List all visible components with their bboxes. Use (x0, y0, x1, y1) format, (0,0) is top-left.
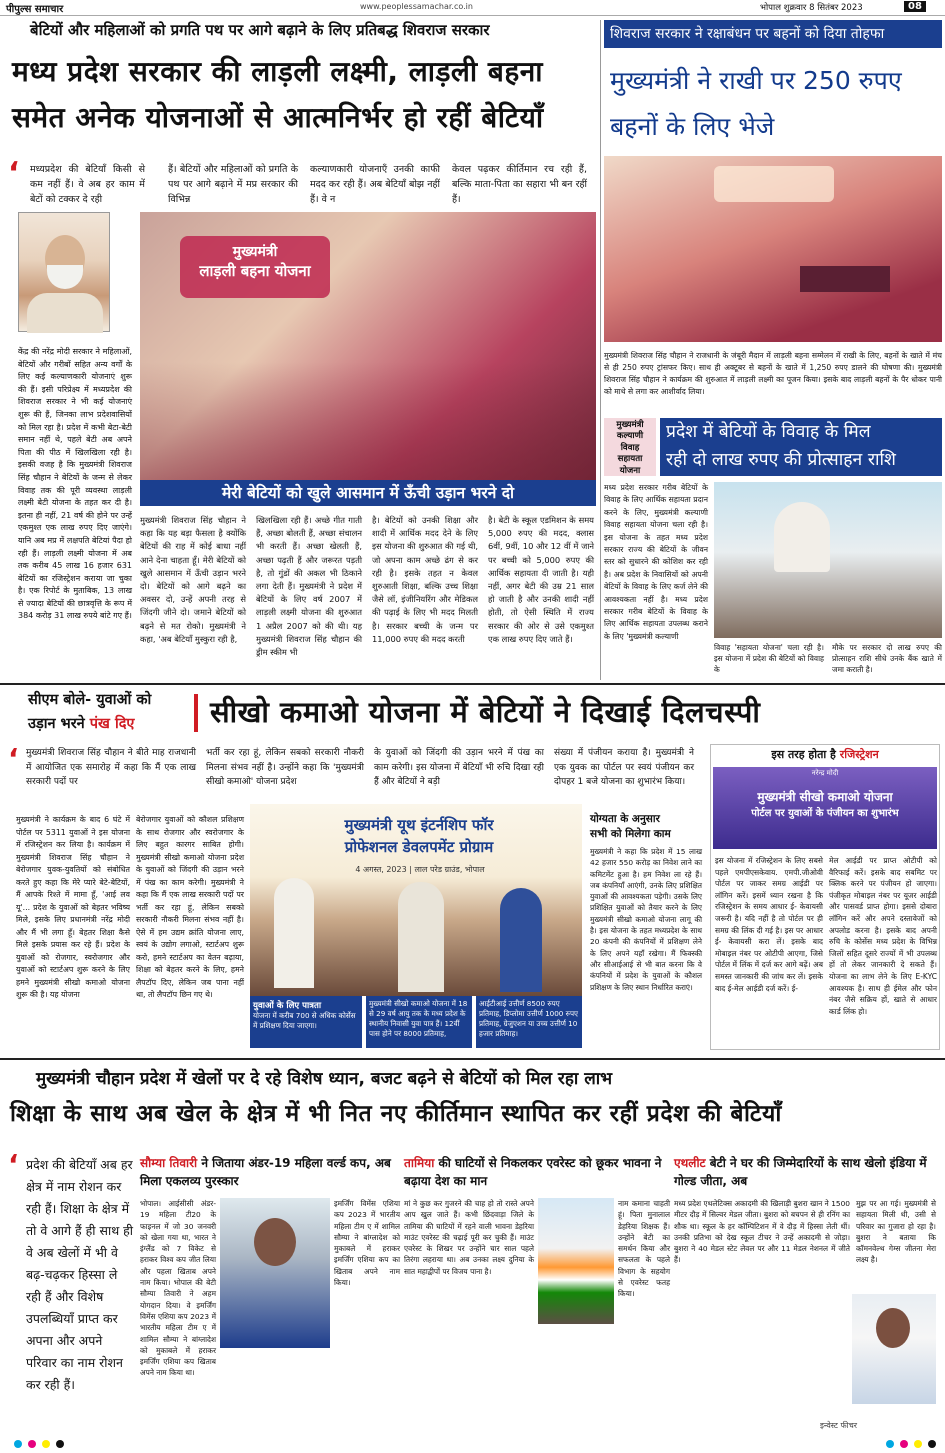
modi-portrait (18, 212, 110, 332)
story5-a-head (140, 1154, 400, 1190)
story4-body-col1: मुख्यमंत्री ने कार्यक्रम के बाद 6 घंटे में पोर्टल पर 5311 युवाओं ने इस योजना में रजिस्ट्रेशन कर लिया है। कार्यक्रम में मुख्यमंत्री शिवराज सिंह चौहान ने बेरोजगार युवक-युवतियों को संबोधित करते हुए कहा कि मेरे प्यारे बेटे-बेटियों, मैं आपके रिश्ते में मामा हूँ, 'आई लव यू'... प्रदेश के युवाओं को बेहतर भविष्य मिले, इसके लिए प्रधानमंत्री नरेंद्र मोदी और मैं भी लगा हूँ। बेहतर शिक्षा कैसे मिले इसके प्रयास कर रहे हैं। प्रदेश के युवाओं को रोजगार, स्वरोजगार और युवाओं को स्टार्टअप शुरू करने के लिए हमने मुख्यमंत्री सीखो कमाओ योजना शुरू की है। यह योजना (16, 815, 130, 999)
print-registration-mark (14, 1440, 22, 1448)
story1-headline-line1: मध्य प्रदेश सरकार की लाड़ली लक्ष्मी, लाड़ली बहना (12, 55, 544, 88)
story2-kicker: शिवराज सरकार ने रक्षाबंधन पर बहनों को दिया तोहफा (604, 20, 942, 48)
registration-col1: इस योजना में रजिस्ट्रेशन के लिए सबसे पहले एमपीएसकेवाय. एमपी.जीओवी पोर्टल पर जाकर समग्र आईडी पर लॉगिन करें। इसमें ध्यान रखना है कि रजिस्ट्रेशन के समय आधार ई- केवायसी जरूरी है। यदि नहीं है तो पोर्टल पर ही समग्र की लिंक दी गई है। इस पर आधार ई- केवायसी करा लें। इसके बाद मोबाइल नंबर पर ओटीपी आएगा, जिसे पोर्टल में लिंक में दर्ज कर आगे बढ़ें। अब समस्त जानकारी की जांच कर लें। इसके बाद ई-मेल आईडी दर्ज करें। ई- (715, 856, 823, 993)
story4-kicker-line2a: उड़ान भरने (28, 716, 85, 732)
story3-caption2: मौके पर सरकार दो लाख रुपए की प्रोत्साहन राशि सीधे उनके बैंक खाते में जमा कराती है। (832, 643, 942, 674)
registration-col2: मेल आईडी पर प्राप्त ओटीपी को वैरिफाई करें। इसके बाद सबमिट पर क्लिक करने पर पंजीयन हो जाएगा। पंजीकृत मोबाइल नंबर पर यूजर आईडी और पासवर्ड प्राप्त होगा। इससे दोबारा लॉगिन करें और अपने दस्तावेजों को अपलोड करना है। इसके बाद अपनी रुचि के कोर्सेस मध्य प्रदेश के विभिन्न जिलों सहित दूसरे राज्यों में भी उपलब्ध हों तो लेकर जानकारी दे सकते हैं। योजना का लाभ लेने के लिए E-KYC आवश्यक है। साथ ही ईमेल और फोन नंबर जैसे सक्रिय हों, खाते से आधार कार्ड लिंक हो। (829, 856, 937, 1016)
website-url[interactable]: www.peoplessamachar.co.in (360, 2, 473, 11)
internship-event-photo (250, 804, 582, 996)
poster-small-text: नरेन्द्र मोदी (811, 769, 839, 777)
print-registration-mark (56, 1440, 64, 1448)
photo-backdrop-date: 4 अगस्त, 2023 | लाल परेड ग्राउंड, भोपाल (355, 865, 485, 874)
column-divider (600, 20, 601, 680)
print-registration-mark (914, 1440, 922, 1448)
print-registration-mark (42, 1440, 50, 1448)
masthead (0, 0, 945, 16)
story-ladli-laxmi (6, 18, 598, 683)
eligibility-text: योजना में करीब 700 से अधिक कोर्सेस में प्रशिक्षण दिया जाएगा। (253, 1011, 356, 1030)
section-divider (0, 1058, 945, 1060)
story1-body-col4: है। बेटी के स्कूल एडमिशन के समय 5,000 रुपए की मदद, क्लास 6वीं, 9वीं, 10 और 12 वीं में जाने पर बच्ची को 5,000 रुपए की आर्थिक सहायता दी जाती है। यही नहीं, अगर बेटी की उम्र 21 साल हो जाती है और उनकी शादी नहीं होती, तो ऐसी स्थिति में राज्य सरकार की ओर से उसे एकमुश्त एक लाख रुपए दिए जाते हैं। (488, 515, 594, 644)
registration-heading-a: इस तरह होता है (771, 748, 836, 761)
story5-c-head (674, 1154, 936, 1190)
scheme-sign (180, 236, 330, 298)
story-rakhi-gift (604, 20, 942, 412)
scheme-label-line4: सहायता (617, 454, 643, 465)
story5-b-side: नाम कमाना चाहती हूं। पिता मुनालाल डेहरिया शिक्षक हैं। उन्होंने बेटी का समर्थन किया और सफलता के पहले विभाग के सहयोग से एवरेस्ट फतह किया। (618, 1199, 670, 1299)
story4-lead-col3: के युवाओं को जिंदगी की उड़ान भरने में पंख का काम करेगी। इस योजना में बेटियाँ भी रुचि दिखा रही हैं और बेटियों ने बड़ी (374, 748, 544, 787)
dateline: भोपाल शुक्रवार 8 सितंबर 2023 (760, 3, 863, 13)
story4-side-head-line1: योग्यता के अनुसार (590, 813, 660, 825)
portal-launch-poster (713, 767, 937, 849)
print-registration-mark (886, 1440, 894, 1448)
quote-mark-2: ‘ (8, 742, 19, 775)
story4-kicker (6, 688, 192, 738)
story1-headline-line2: समेत अनेक योजनाओं से आत्मनिर्भर हो रहीं बेटियाँ (12, 101, 544, 134)
story4-side-body: मुख्यमंत्री ने कहा कि प्रदेश में 15 लाख 42 हजार 550 करोड़ का निवेश लाने का कमिटमेंट हुआ है। हम निवेश ला रहे हैं। जब कंपनियाँ आएंगी, उनके लिए प्रशिक्षित युवाओं की आवश्यकता पड़ेगी। उसके लिए प्रशिक्षित युवाओं को तैयार करने के लिए मुख्यमंत्री सीखो कमाओ योजना लागू की है। इस योजना के तहत मध्यप्रदेश के साथ 20 कंपनी की कंपनियों में प्रशिक्षण लेने के लिए अपने यहाँ रखेगा। मैं फिक्स्की और सीआईआई से भी बात करना कि वे कंपनियों में प्रदेश के युवाओं के कौशल प्रशिक्षण के लिए स्थान निर्धारित कराएं। (590, 847, 702, 992)
poster-line2: पोर्टल पर युवाओं के पंजीयन का शुभारंभ (751, 808, 899, 819)
ladli-behna-event-photo (140, 212, 596, 480)
story3-headline-line1: प्रदेश में बेटियों के विवाह के मिल (666, 422, 871, 442)
scheme-label-line3: विवाह (620, 442, 640, 453)
story4-side-head-line2: सभी को मिलेगा काम (590, 828, 671, 840)
eligibility-title: युवाओं के लिए पात्रता (253, 1001, 322, 1011)
photo-person (500, 888, 542, 992)
section-divider (0, 683, 945, 685)
newspaper-logo: पीपुल्स समाचार (6, 4, 64, 15)
photo-head (876, 1308, 910, 1348)
story5-c-body: मध्य प्रदेश एथलेटिक्स अकादमी की खिलाड़ी बुशरा खान ने 1500 मीटर दौड़ में सिल्वर मेडल जीता। बुशरा को बचपन से ही रनिंग का शौक था। स्कूल के हर कॉम्पिटिशन में वे दौड़ में हिस्सा लेती थीं। उनकी प्रतिभा को देख स्कूल टीचर ने उन्हें अकादमी से जोड़ा। बुशरा ने 40 मेडल स्टेट लेवल पर और 11 मेडल नेशनल में जीते हैं। (674, 1199, 850, 1265)
eligibility-age: मुख्यमंत्री सीखो कमाओ योजना में 18 से 29 वर्ष आयु तक के मध्य प्रदेश के स्थानीय निवासी युवा पात्र हैं। 12वीं पास होने पर 8000 प्रतिमाह, (366, 996, 472, 1048)
photo-head (254, 1218, 296, 1266)
print-registration-mark (900, 1440, 908, 1448)
photo-caption-banner: मेरी बेटियों को खुले आसमान में ऊँची उड़ान भरने दो (140, 480, 596, 506)
story5-a-body: भोपाल। आईसीसी अंडर- 19 महिला टी20 के फाइनल में जो 30 जनवरी को खेला गया था, भारत ने इंग्लैंड को 7 विकेट से हराकर विश्व कप जीत लिया और पहला खिताब अपने नाम किया। भोपाल की बेटी सौम्या तिवारी ने अहम योगदान दिया। वे इमर्जिंग विमेंस एशिया कप 2023 में भारतीय महिला टीम ए में शामिल सौम्या ने बांग्लादेश को मुकाबले में हराकर इमर्जिंग एशिया कप खिताब अपने नाम किया था। (140, 1199, 216, 1378)
portrait-shoulders (27, 293, 103, 333)
photo-backdrop-line2: प्रोफेशनल डेवलपमेंट प्रोग्राम (344, 838, 494, 856)
story5-b-body: मां ने कुछ कर गुजरने की चाह हो तो रास्ते अपने आप खुल जाते हैं। कभी छिंदवाड़ा जिले के तामिया की घाटियों में रहने वाली भावना डेहरिया माउंट एवरेस्ट की चढ़ाई पूरी कर चुकी हैं। माउंट एवरेस्ट के शिखर पर उन्होंने चार साल पहले तिरंगा लहराया था। अब उनका लक्ष्य दुनिया के सात महाद्वीपों पर विजय पाना है। (404, 1199, 534, 1276)
story5-headline: शिक्षा के साथ अब खेल के क्षेत्र में भी नित नए कीर्तिमान स्थापित कर रहीं प्रदेश की बेटियाँ (10, 1101, 782, 1127)
scheme-sign-line2: लाड़ली बहना योजना (199, 262, 311, 280)
story5-kicker: मुख्यमंत्री चौहान प्रदेश में खेलों पर दे रहे विशेष ध्यान, बजट बढ़ने से बेटियों को मिल रहा लाभ (36, 1069, 613, 1089)
story5-a-head-rest: ने जिताया अंडर-19 महिला वर्ल्ड कप, अब मिला एकलव्य पुरस्कार (140, 1156, 391, 1188)
photo-person (398, 882, 444, 992)
story1-kicker: बेटियों और महिलाओं को प्रगति पथ पर आगे बढ़ाने के लिए प्रतिबद्ध शिवराज सरकार (30, 21, 490, 39)
story4-lead-col1: मुख्यमंत्री शिवराज सिंह चौहान ने बीते माह राजधानी में आयोजित एक समारोह में कहा कि मैं एक लाख सरकारी पदों पर (26, 748, 196, 787)
story-sports-daughters (6, 1062, 940, 1436)
photo-backdrop-title (274, 814, 564, 858)
story5-c-side: मुझ पर आ गई। मुख्यमंत्री से सहायता मिली थी, उसी से परिवार का गुजारा हो रहा है। बुशरा ने बताया कि कॉमनवेल्थ गेम्स जीतना मेरा लक्ष्य है। (856, 1199, 936, 1265)
story4-kicker-line1: सीएम बोले- युवाओं को (28, 692, 152, 708)
scheme-label-line2: कल्याणी (616, 431, 644, 442)
page-number: 08 (904, 1, 926, 12)
story4-kicker-line2b: पंख दिए (89, 716, 135, 732)
story1-body-col2: खिलखिला रही हैं। अच्छे गीत गाती हैं, अच्छा बोलती हैं, अच्छा संचालन भी करती हैं। अच्छा खेलती हैं, अच्छा पढ़ती हैं और जरूरत पड़ती है, तो गुंडों की अकल भी ठिकाने लगा देती हैं। मुख्यमंत्री ने प्रदेश में बेटियों के लिए वर्ष 2007 में लाड़ली लक्ष्मी योजना की शुरुआत 1 अप्रैल 2007 को की थी। यह मुख्यमंत्री शिवराज सिंह चौहान की ड्रीम स्कीम भी (256, 515, 362, 658)
scheme-sign-line1: मुख्यमंत्री (232, 244, 278, 260)
story3-body: मध्य प्रदेश सरकार गरीब बेटियों के विवाह के लिए आर्थिक सहायता प्रदान करने के लिए, मुख्यमंत्री कल्याणी विवाह सहायता योजना चला रही है। इस योजना के तहत मध्य प्रदेश सरकार राज्य की बेटियों के जीवन स्तर को सुधारने की कोशिश कर रही है। अब प्रदेश के निवासियों को अपनी बेटियों के विवाह के लिए कर्ज लेने की आवश्यकता नहीं है। मध्य प्रदेश सरकार गरीब बेटियों के विवाह के लिए आर्थिक सहायता उपलब्ध कराने के लिए 'मुख्यमंत्री कल्याणी (604, 483, 708, 641)
quote-mark-3: ‘ (8, 1148, 19, 1181)
eligibility-box (250, 996, 362, 1048)
story1-lead-col3: कल्याणकारी योजनाएँ उनकी काफी मदद कर रही हैं। अब बेटियाँ बोझ नहीं हैं। वे न (310, 164, 440, 205)
story-seekho-kamao (6, 688, 940, 1052)
story4-body-col2: बेरोजगार युवाओं को कौशल प्रशिक्षण के साथ रोजगार और स्वरोजगार के लिए बहुत कारगर साबित होगी। मुख्यमंत्री सीखो कमाओ योजना प्रदेश के युवाओं को जिंदगी की उड़ान भरने में पंख का काम करेगी। मुख्यमंत्री ने कहा कि मैं एक लाख सरकारी पदों पर भर्ती कर रहा हूं, लेकिन सबको सरकारी नौकरी मिलना संभव नहीं है। ऐसे में हम उद्यम क्रांति योजना लाए, स्वयं के उद्योग लगाओ, स्टार्टअप शुरू करो, हमने स्टार्टअप का वेतन बढ़ाया, शिक्षा को बेहतर करने के लिए, हमने लैपटॉप दिए, लेकिन जब पाना नहीं था, तो लैपटॉप छिन गए थे। (136, 815, 244, 999)
story1-lead-col4: केवल पढ़कर कीर्तिमान रच रही हैं, बल्कि माता-पिता का सहारा भी बन रहीं हैं। (452, 164, 587, 205)
story4-headline: सीखो कमाओ योजना में बेटियों ने दिखाई दिलचस्पी (210, 695, 761, 729)
feature-credit: इन्वेस्ट फीचर (820, 1421, 858, 1430)
photo-figure (774, 502, 830, 572)
story1-side-col: केंद्र की नरेंद्र मोदी सरकार ने महिलाओं, बेटियों और गरीबों सहित अन्य वर्गों के लिए कई कल्याणकारी योजनाएं शुरू की हैं। इसी परिप्रेक्ष्य में मध्यप्रदेश की शिवराज सरकार ने भी कई योजनाएं शुरू की हैं, जिनका लाभ प्रदेशवासियों को मिल रहा है। प्रदेश में कभी बेटा-बेटी समान नहीं थे, पहले बेटी अब अपने पिता की पीठ में खिलखिला रही है। इसकी वजह है कि मुख्यमंत्री शिवराज सिंह चौहान ने बेटियों के जन्म से लेकर विवाह तक की पूरी व्यवस्था लाड़ली लक्ष्मी बेटी योजना के तहत कर दी है। इतना ही नहीं, 21 वर्ष की होने पर उन्हें एकमुश्त एक लाख रुपए दिए जाएंगे। यानि अब मप्र में लक्षपति बेटियां पैदा हो रही हैं। लाड़ली लक्ष्मी योजना में अब तक करीब 45 लाख 16 हजार 631 बेटियों का रजिस्ट्रेशन कराया जा चुका है। एक रिपोर्ट के मुताबिक, 13 लाख से ज्यादा बेटियों की छात्रवृत्ति के रूप में 384 करोड़ 31 लाख रुपये बांटे गए हैं। (18, 347, 132, 621)
stage-banner (800, 266, 890, 292)
mass-wedding-photo (714, 482, 942, 638)
registration-heading (711, 745, 939, 765)
story5-c-head-name: एथलीट (674, 1156, 706, 1170)
story5-b-head-rest: की घाटियों से निकलकर एवरेस्ट को छूकर भावना ने बढ़ाया देश का मान (404, 1156, 662, 1188)
story5-c-head-rest: बेटी ने घर की जिम्मेदारियों के साथ खेलो इंडिया में गोल्ड जीता, अब (674, 1156, 927, 1188)
story1-body-col3: है। बेटियों को उनकी शिक्षा और शादी में आर्थिक मदद देने के लिए इस योजना की शुरुआत की गई थी, जो अपना काम अच्छे ढंग से कर रही है। इसके तहत न केवल शुरुआती शिक्षा, बल्कि उच्च शिक्षा जैसे लॉ, इंजीनियरिंग और मेडिकल की पढ़ाई के लिए भी मदद मिलती है। सरकार बच्ची के जन्म पर 11,000 रुपए की मदद करती (372, 515, 478, 644)
print-registration-mark (928, 1440, 936, 1448)
story4-side-head (590, 812, 702, 842)
stipend-details: आईटीआई उत्तीर्ण 8500 रुपए प्रतिमाह, डिप्लोमा उत्तीर्ण 1000 रुपए प्रतिमाह, ग्रेजुएशन या उच्च उत्तीर्ण 10 हजार प्रतिमाह। (476, 996, 582, 1048)
registration-heading-b: रजिस्ट्रेशन (839, 748, 879, 761)
photo-crowd-shade (140, 362, 596, 480)
scheme-label-line1: मुख्यमंत्री (616, 420, 644, 430)
story4-lead-col2: भर्ती कर रहा हूं, लेकिन सबको सरकारी नौकरी मिलना संभव नहीं है। उन्होंने कहा कि 'मुख्यमंत्री सीखो कमाओ' योजना प्रदेश (206, 748, 364, 787)
story4-lead-col4: संख्या में पंजीयन कराया है। मुख्यमंत्री ने एक युवक का पोर्टल पर स्वयं पंजीयन कर दोपहर 1 बजे योजना का शुभारंभ किया। (554, 748, 694, 787)
story5-b-head (404, 1154, 670, 1190)
story3-headline (660, 418, 942, 476)
saumya-tiwari-photo (220, 1198, 330, 1348)
story5-a-head-name: सौम्या तिवारी (140, 1156, 198, 1170)
story2-caption: मुख्यमंत्री शिवराज सिंह चौहान ने राजधानी के जंबूरी मैदान में लाड़ली बहना सम्मेलन में राखी के लिए, बहनों के खाते में मंच से ही 250 रुपए ट्रांसफर किए। साथ ही अक्टूबर से बहनों के खाते में 1,250 रुपए डालने की घोषणा की। मुख्यमंत्री शिवराज सिंह चौहान ने कार्यक्रम की शुरुआत में लाड़ली लक्ष्मी का पूजन किया। इसके बाद लाड़ली बहनों के पैर धोकर पानी को माथे से लगा कर आशीर्वाद लिया। (604, 351, 942, 396)
scheme-label (604, 418, 656, 476)
story2-headline: मुख्यमंत्री ने राखी पर 250 रुपए बहनों के लिए भेजे (610, 66, 902, 141)
quote-mark: ‘ (8, 156, 20, 191)
stage-backdrop (714, 166, 834, 202)
photo-person (274, 878, 314, 988)
accent-bar (194, 694, 198, 732)
rakhi-event-photo (604, 156, 942, 342)
scheme-label-line5: योजना (619, 465, 641, 476)
story1-body-col1: मुख्यमंत्री शिवराज सिंह चौहान ने कहा कि यह बड़ा फैसला है क्योंकि बेटियों की राह में कोई बाधा नहीं आने देना चाहता हूँ। मेरी बेटियों को खुले आसमान में ऊँची उड़ान भरने दो। बेटियों को आगे बढ़ने का अवसर दो, उन्हें अपनी तरह से जिंदगी जीने दो। जमाने बेटियों को बढ़ने से मत रोको। मुख्यमंत्री ने कहा, 'अब बेटियाँ मुस्कुरा रही है, (140, 515, 246, 644)
story5-b-head-name: तामिया (404, 1156, 435, 1170)
story5-a-side: इमर्जिंग विमेंस एशिया कप 2023 में भारतीय महिला टीम ए में शामिल सौम्या ने बांग्लादेश को मुकाबले में हराकर इमर्जिंग एशिया कप का खिताब अपने नाम किया। (334, 1199, 400, 1288)
story3-caption1: विवाह 'सहायता योजना' चला रही है। इस योजना में प्रदेश की बेटियों को विवाह के (714, 643, 824, 674)
story1-lead-col1: मध्यप्रदेश की बेटियाँ किसी से कम नहीं हैं। वे अब हर काम में बेटों को टक्कर दे रही (30, 164, 145, 205)
everest-summit-photo (538, 1198, 614, 1324)
story3-headline-line2: रही दो लाख रुपए की प्रोत्साहन राशि (666, 450, 896, 470)
registration-box (710, 744, 940, 1050)
story-kalyani-vivah (604, 418, 942, 680)
story1-lead-col2: हैं। बेटियों और महिलाओं को प्रगति के पथ पर आगे बढ़ाने में मप्र सरकार की विभिन्न (168, 164, 298, 205)
bushra-khan-photo (852, 1294, 936, 1404)
story5-intro: प्रदेश की बेटियाँ अब हर क्षेत्र में नाम रोशन कर रही हैं। शिक्षा के क्षेत्र में तो वे आगे हैं ही साथ ही वे अब खेलों में भी वे बढ़-चढ़कर हिस्सा ले रही हैं और विशेष उपलब्धियाँ प्राप्त कर अपना और अपने परिवार का नाम रोशन कर रही हैं। (26, 1157, 134, 1392)
photo-backdrop-line1: मुख्यमंत्री यूथ इंटर्नशिप फॉर (344, 816, 494, 834)
poster-line1: मुख्यमंत्री सीखो कमाओ योजना (757, 790, 893, 804)
portrait-beard (47, 265, 83, 289)
print-registration-mark (28, 1440, 36, 1448)
